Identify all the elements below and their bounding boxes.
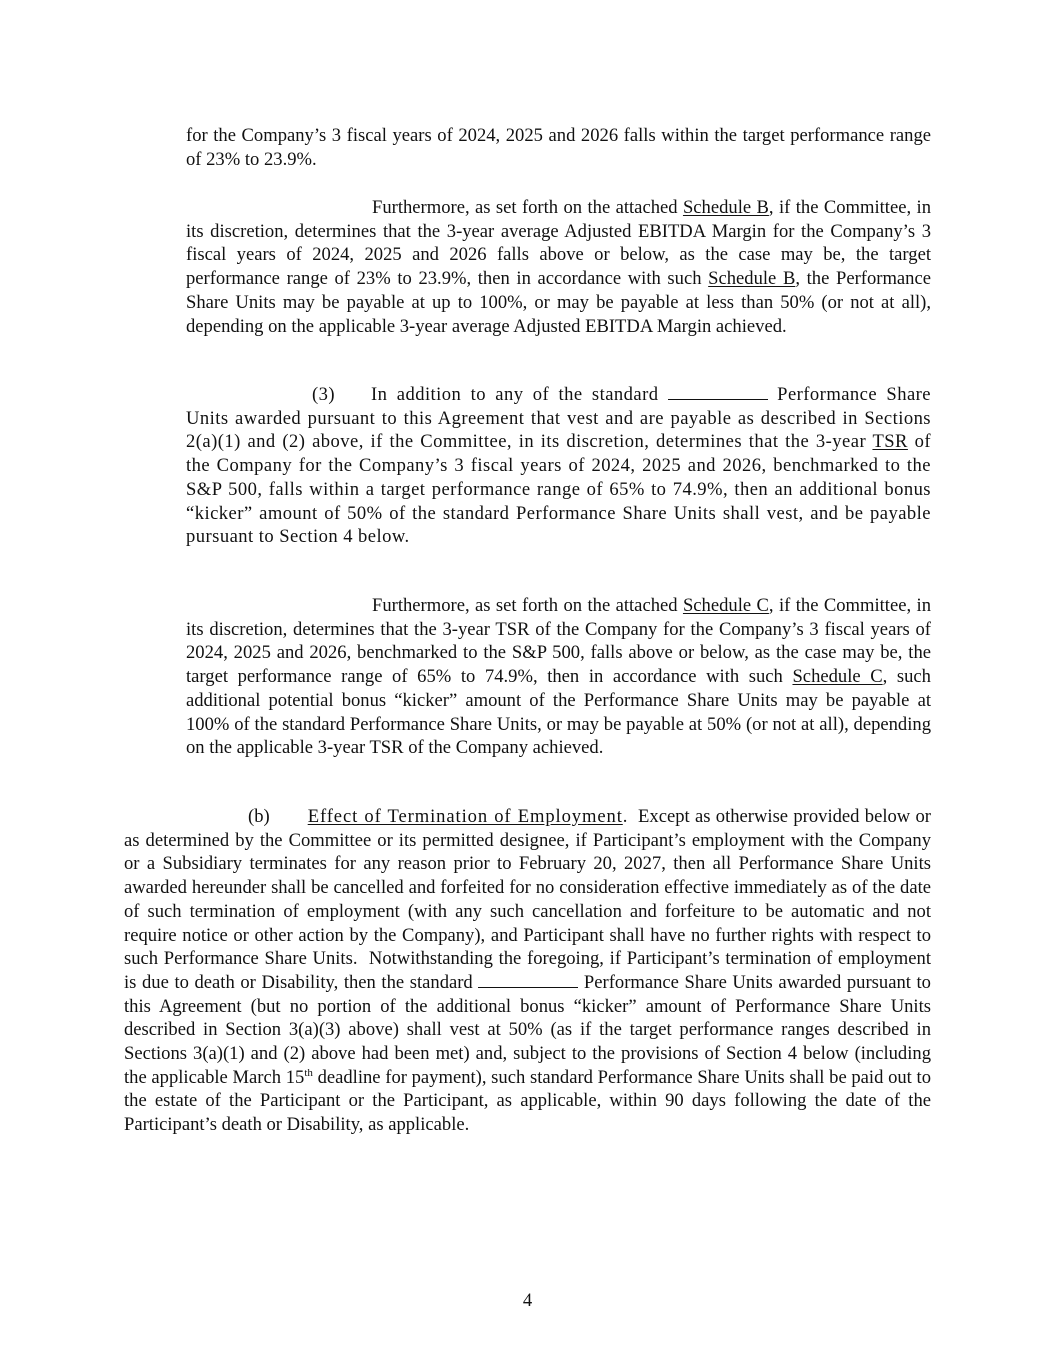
schedule-b-reference: Schedule B <box>708 268 796 290</box>
paragraph-text: In addition to any of the standard <box>371 384 668 405</box>
section-number: (3) <box>312 384 336 405</box>
heading-period: . <box>622 806 628 827</box>
superscript: th <box>304 1066 313 1079</box>
schedule-b-reference: Schedule B <box>682 197 769 218</box>
paragraph-text: Performance Share Units awarded pursuant to this Agreement (but no portion of the additional bonus “kicker” amount of Performance Share Units described in Section 3(a)(3) above) shall vest at 50% (as if the target performance ranges described in Sections 3(a)(1) and (2) above had been met) and, subject to the provisions of Section 4 below (including the applicable March 15 <box>124 971 931 1088</box>
paragraph-text: , if the Committee, in its discretion, determines that the 3-year average Adjusted EBITDA Margin for the Company’s 3 fiscal years of 2024, 2025 and 2026 falls above or below, as the case may be, the target performance range of 23% to 23.9%, then in accordance with such <box>186 197 931 290</box>
schedule-c-reference: Schedule C <box>792 666 883 688</box>
blank-field <box>668 385 768 400</box>
tsr-term: TSR <box>872 431 908 453</box>
paragraph-text: Performance Share Units awarded pursuant to this Agreement that vest and are payable as described in Sections 2(a)(1) and (2) above, if the Committee, in its discretion, determines that the 3-year <box>186 384 931 453</box>
schedule-c-reference: Schedule C <box>682 595 769 616</box>
blank-field <box>478 973 578 988</box>
section-heading: Effect of Termination of Employment <box>307 806 623 827</box>
page-number: 4 <box>522 1290 533 1311</box>
paragraph-text: for the Company’s 3 fiscal years of 2024, 2025 and 2026 falls within the target performance range of 23% to 23.9%. <box>186 125 931 170</box>
paragraph-ebitda-range <box>186 124 931 171</box>
paragraph-text: deadline for payment), such standard Performance Share Units shall be paid out to the estate of the Participant or the Participant, as applicable, within 90 days following the date of the Participant’s death or Disability, as applicable. <box>124 1066 932 1136</box>
paragraph-text: Furthermore, as set forth on the attached <box>372 197 683 218</box>
paragraph-text: of the Company for the Company’s 3 fiscal years of 2024, 2025 and 2026, benchmarked to the S&P 500, falls within a target performance range of 65% to 74.9%, then an additional bonus “kicker” amount of 50% of the standard Performance Share Units shall vest, and be payable pursuant to Section 4 below. <box>186 431 931 548</box>
section-number: (b) <box>248 806 270 827</box>
paragraph-text: , the Performance Share Units may be payable at up to 100%, or may be payable at less than 50% (or not at all), depending on the applicable 3-year average Adjusted EBITDA Margin achieved. <box>186 268 931 337</box>
paragraph-text: Except as otherwise provided below or as determined by the Committee or its permitted designee, if Participant’s employment with the Company or a Subsidiary terminates for any reason prior to February 20, 2027, then all Performance Share Units awarded hereunder shall be cancelled and forfeited for no consideration effective immediately as of the date of such termination of employment (with any such cancellation and forfeiture to be automatic and not require notice or other action by the Company), and Participant shall have no further rights with respect to such Performance Share Units. Notwithstanding the foregoing, if Participant’s termination of employment is due to death or Disability, then the standard <box>124 806 936 993</box>
paragraph-termination <box>124 805 936 1137</box>
paragraph-schedule-b <box>186 196 931 338</box>
paragraph-schedule-c <box>186 594 931 760</box>
paragraph-text: , if the Committee, in its discretion, determines that the 3-year TSR of the Company for the Company’s 3 fiscal years of 2024, 2025 and 2026, benchmarked to the S&P 500, falls above or below, as the case may be, the target performance range of 65% to 74.9%, then in accordance with such <box>186 595 931 688</box>
paragraph-section-3 <box>186 383 931 549</box>
paragraph-text: Furthermore, as set forth on the attached <box>372 595 683 616</box>
paragraph-text: , such additional potential bonus “kicker” amount of the Performance Share Units may be payable at 100% of the standard Performance Share Units, or may be payable at 50% (or not at all), depending on the applicable 3-year TSR of the Company achieved. <box>186 666 931 759</box>
